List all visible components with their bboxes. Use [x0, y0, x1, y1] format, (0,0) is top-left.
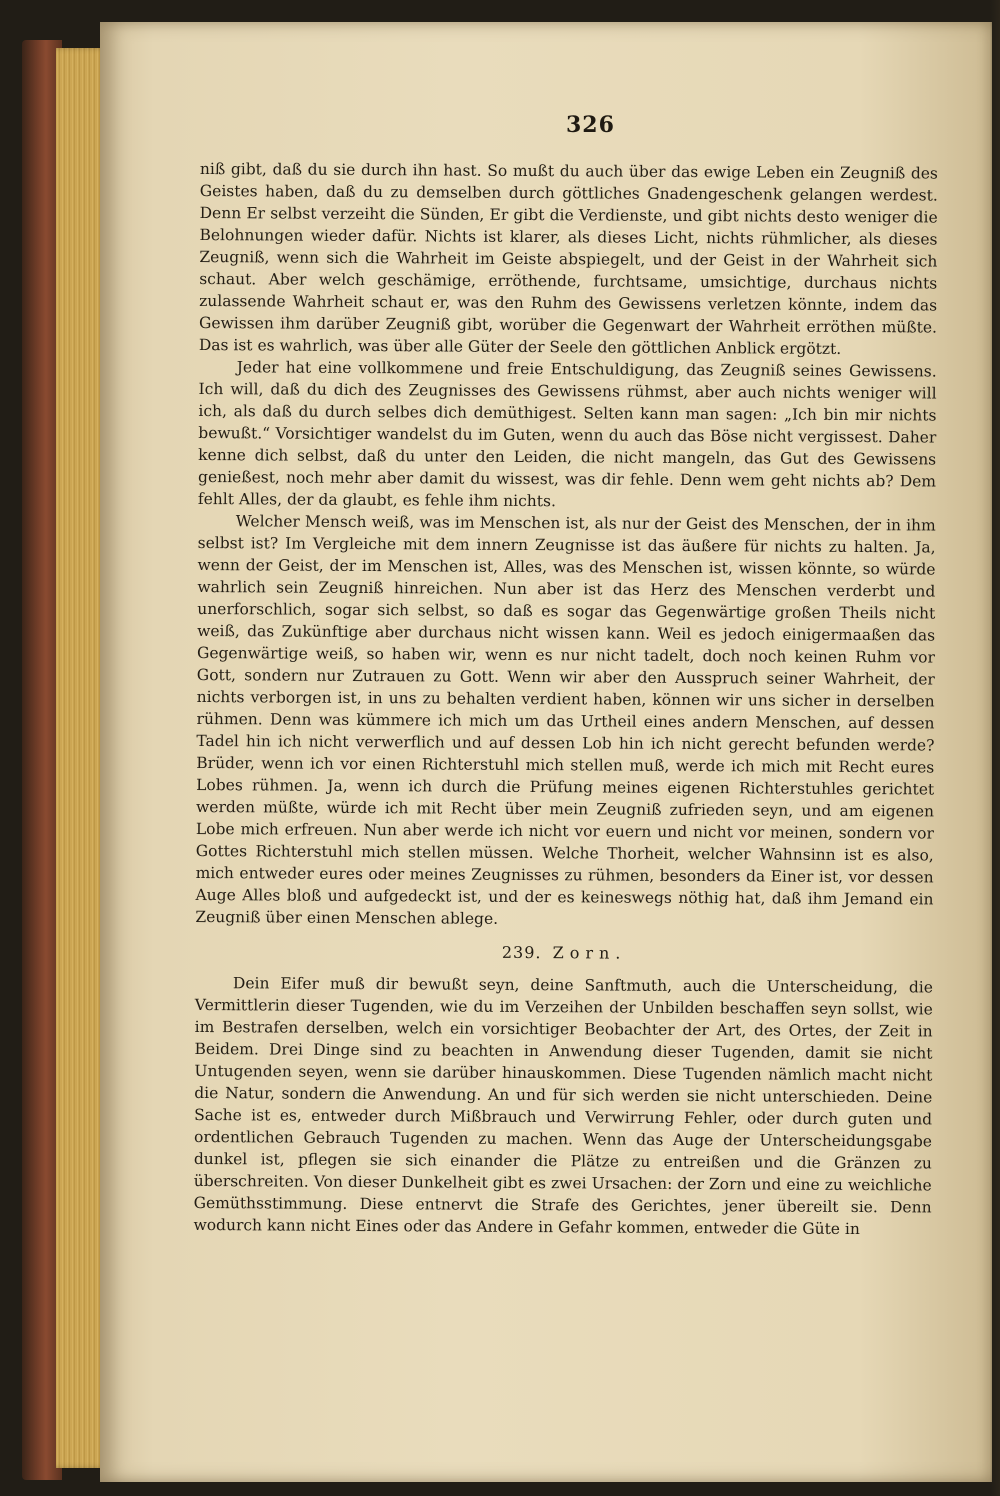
paragraph-3: Welcher Mensch weiß, was im Menschen ist, als nur der Geist des Menschen, der in ihm selbst ist? Im Vergleiche mit dem innern Zeugnisse ist das äußere für nichts zu halten. Ja, wenn der Geist, der im Menschen ist, Alles, was des Menschen ist, wissen könnte, so würde wahrlich sein Zeugniß hinreichen. Nun aber ist das Herz des Menschen verderbt und unerforschlich, sogar sich selbst, so daß es sogar das Gegenwärtige großen Theils nicht weiß, das Zukünftige aber durchaus nicht wissen kann. Weil es jedoch einigermaaßen das Gegenwärtige weiß, so haben wir, wenn es nur nicht tadelt, doch noch keinen Ruhm vor Gott, sondern nur Zutrauen zu Gott. Wenn wir aber den Ausspruch seiner Wahrheit, der nichts verborgen ist, in uns zu behalten verdient haben, können wir uns sicher in derselben rühmen. Denn was kümmere ich mich um das Urtheil eines andern Menschen, auf dessen Tadel hin ich nicht verwerflich und auf dessen Lob hin ich nicht gerecht befunden werde? Brüder, wenn ich vor einen Richterstuhl mich stellen muß, werde ich mich mit Recht eures Lobes rühmen. Ja, wenn ich durch die Prüfung meines eigenen Richterstuhles gerichtet werden müßte, würde ich mit Recht über mein Zeugniß zufrieden seyn, und am eigenen Lobe mich erfreuen. Nun aber werde ich nicht vor euern und nicht vor meinen, sondern vor Gottes Richterstuhl mich stellen müssen. Welche Thorheit, welcher Wahnsinn ist es also, mich entweder eures oder meines Zeugnisses zu rühmen, besonders da Einer ist, vor dessen Auge Alles bloß und aufgedeckt ist, und der es keineswegs nöthig hat, daß ihm Jemand ein Zeugniß über einen Menschen ablege.: [195, 512, 936, 928]
section-title: Zorn.: [552, 943, 627, 963]
paragraph-1: niß gibt, daß du sie durch ihn hast. So mußt du auch über das ewige Leben ein Zeugniß des Geistes haben, daß du zu demselben durch göttliches Gnadengeschenk gelangen werdest. Denn Er selbst verzeiht die Sünden, Er gibt die Verdienste, und gibt nichts desto weniger die Belohnungen wieder dafür. Nichts ist klarer, als dieses Licht, nichts rühmlicher, als dieses Zeugniß, wenn sich die Wahrheit im Geiste abspiegelt, und der Geist in der Wahrheit sich schaut. Aber welch geschämige, erröthende, furchtsame, umsichtige, durchaus nichts zulassende Wahrheit schaut er, was den Ruhm des Gewissens verletzen könnte, indem das Gewissen ihm darüber Zeugniß gibt, worüber die Gegenwart der Wahrheit erröthen müßte. Das ist es wahrlich, was über alle Güter der Seele den göttlichen Anblick ergötzt.: [198, 159, 938, 358]
section-heading: [195, 940, 933, 967]
page-number: 326: [566, 112, 615, 138]
section-number: 239.: [501, 942, 542, 963]
page-shadow: [990, 0, 1000, 1496]
page-body: [193, 158, 938, 1240]
paragraph-2: Jeder hat eine vollkommene und freie Entschuldigung, das Zeugniß seines Gewissens. Ich will, daß du dich des Zeugnisses des Gewissens rühmst, aber auch nichts weniger will ich, als daß du durch selbes dich demüthigest. Selten kann man sagen: „Ich bin mir nichts bewußt.“ Vorsichtiger wandelst du im Guten, wenn du auch das Böse nicht vergissest. Daher kenne dich selbst, daß du unter den Leiden, die nicht mangeln, das Gut des Gewissens genießest, noch mehr aber damit du wissest, was dir fehle. Denn wem geht nichts ab? Dem fehlt Alles, der da glaubt, es fehle ihm nichts.: [197, 358, 937, 511]
paragraph-4: Dein Eifer muß dir bewußt seyn, deine Sanftmuth, auch die Unterscheidung, die Vermittlerin dieser Tugenden, wie du im Verzeihen der Unbilden beschaffen seyn sollst, wie im Bestrafen derselben, welch ein vorsichtiger Beobachter der Art, des Ortes, der Zeit in Beidem. Drei Dinge sind zu beachten in Anwendung dieser Tugenden, damit sie nicht Untugenden seyen, wenn sie darüber hinauskommen. Diese Tugenden nämlich macht nicht die Natur, sondern die Anwendung. An und für sich werden sie nicht unterschieden. Deine Sache ist es, entweder durch Mißbrauch und Verwirrung Fehler, oder durch guten und ordentlichen Gebrauch Tugenden zu machen. Wenn das Auge der Unterscheidungsgabe dunkel ist, pflegen sie sich einander die Plätze zu entreißen und die Gränzen zu überschreiten. Von dieser Dunkelheit gibt es zwei Ursachen: der Zorn und eine zu weichliche Gemüthsstimmung. Diese entnervt die Strafe des Gerichtes, jener übereilt sie. Denn wodurch kann nicht Eines oder das Andere in Gefahr kommen, entweder die Güte in: [193, 974, 934, 1239]
